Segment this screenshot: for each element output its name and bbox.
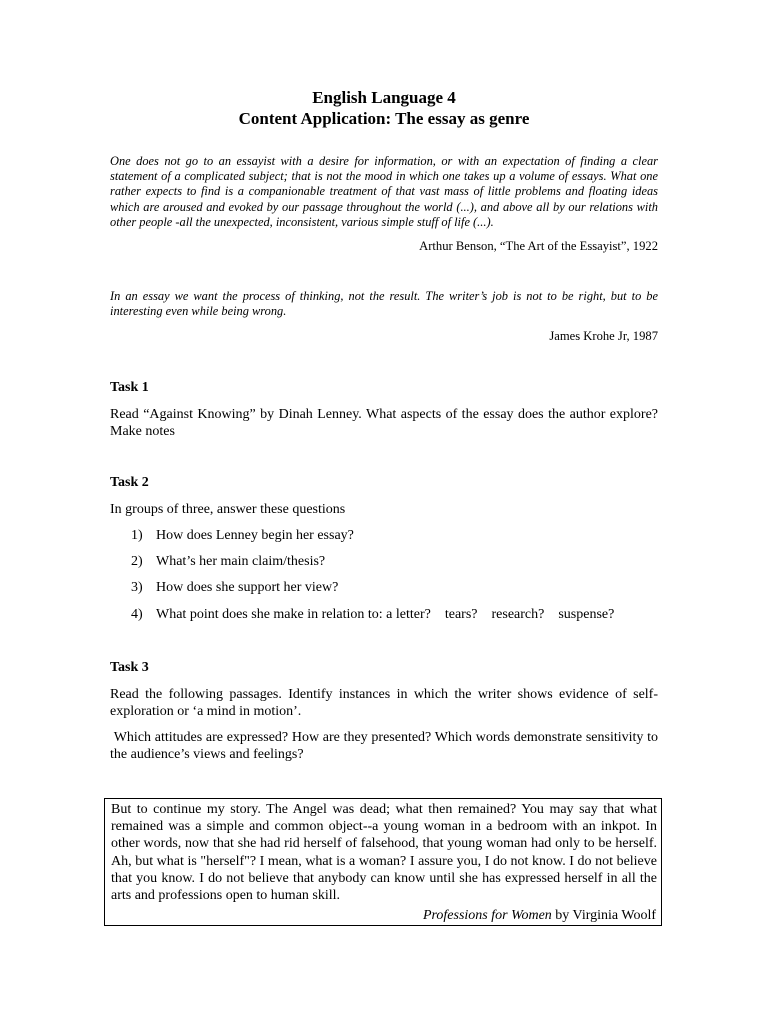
epigraph-quote-krohe: In an essay we want the process of thinking, not the result. The writer’s job is not to be right, but to be interesting even while being wrong.: [110, 289, 658, 319]
question-text: How does Lenney begin her essay?: [156, 528, 354, 543]
epigraph-attribution-benson: Arthur Benson, “The Art of the Essayist”, 1922: [419, 239, 658, 253]
question-extra-tears: tears?: [444, 607, 478, 622]
source-author: by Virginia Woolf: [551, 908, 656, 923]
question-extra-suspense: suspense?: [558, 607, 615, 622]
document-subtitle: Content Application: The essay as genre: [238, 109, 530, 128]
list-item: [131, 579, 338, 596]
question-number: 2): [131, 554, 143, 569]
task-2-intro: In groups of three, answer these questions: [110, 502, 346, 517]
source-title: Professions for Women: [422, 908, 552, 923]
woolf-passage-box: [104, 798, 662, 926]
epigraph-attribution-krohe: James Krohe Jr, 1987: [549, 329, 658, 343]
task-3-heading: Task 3: [110, 660, 149, 675]
task-1-instructions: Read “Against Knowing” by Dinah Lenney. What aspects of the essay does the author explore? Make notes: [110, 407, 658, 439]
passage-source: [423, 907, 656, 924]
question-extra-research: research?: [491, 607, 545, 622]
list-item: [131, 527, 354, 544]
question-number: 3): [131, 580, 143, 595]
question-text: What point does she make in relation to: a letter?: [156, 607, 431, 622]
question-text: How does she support her view?: [156, 580, 339, 595]
question-number: 4): [131, 607, 143, 622]
task-1-heading: Task 1: [110, 380, 149, 395]
question-number: 1): [131, 528, 143, 543]
task-3-instructions: Read the following passages. Identify instances in which the writer shows evidence of self-exploration or ‘a mind in motion’.: [110, 687, 658, 719]
question-text: What’s her main claim/thesis?: [156, 554, 326, 569]
document-title: English Language 4: [312, 88, 456, 107]
list-item: [131, 606, 614, 623]
passage-text: But to continue my story. The Angel was dead; what then remained? You may say that what remained was a simple and common object--a young woman in a bedroom with an inkpot. In other words, now that she had rid herself of falsehood, that young woman had only to be herself. Ah, but what is "herself"? I mean, what is a woman? I assure you, I do not know. I do not believe that you know. I do not believe that anybody can know until she has expressed herself in all the arts and professions open to human skill.: [111, 802, 657, 904]
task-2-heading: Task 2: [110, 475, 149, 490]
list-item: [131, 553, 325, 570]
epigraph-quote-benson: One does not go to an essayist with a desire for information, or with an expectation of finding a clear statement of a complicated subject; that is not the mood in which one takes up a volume of essays. What one rather expects to find is a companionable treatment of that vast mass of little problems and floating ideas which are aroused and evoked by our passage throughout the world (...), and above all by our relations with other people -all the unexpected, inconsistent, various simple stuff of life (...).: [110, 154, 658, 229]
task-3-questions: Which attitudes are expressed? How are they presented? Which words demonstrate sensitivity to the audience’s views and feelings?: [110, 730, 662, 762]
